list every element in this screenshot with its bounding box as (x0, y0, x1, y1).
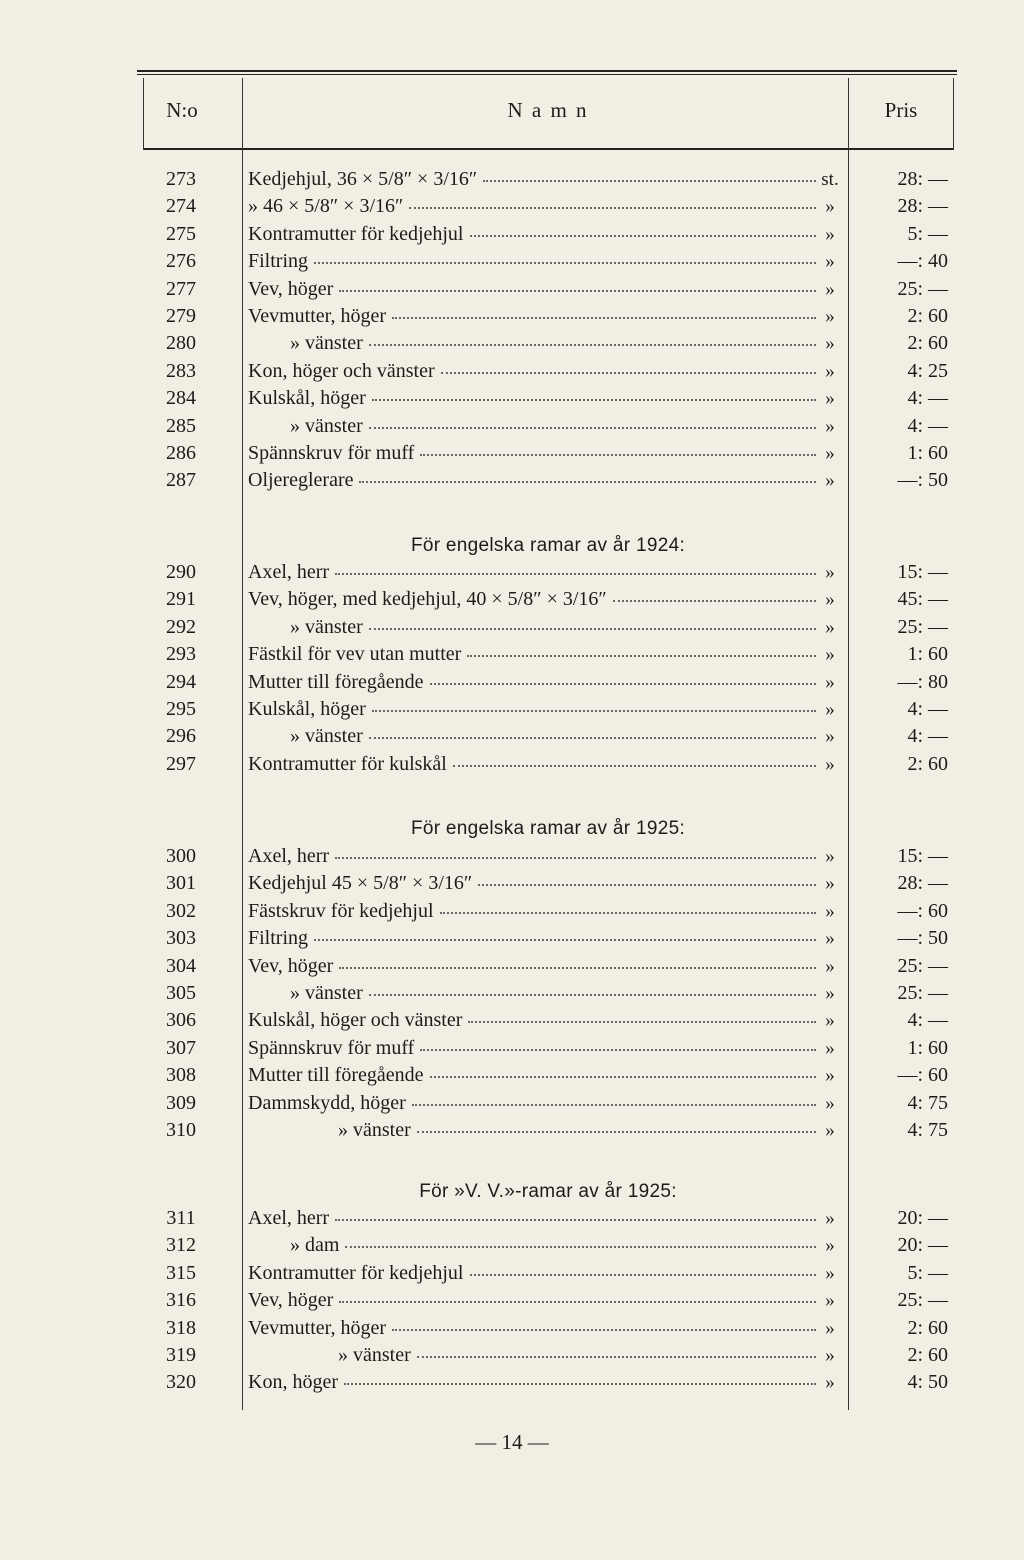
table-row (0, 248, 1024, 275)
item-number: 285 (166, 414, 196, 437)
item-unit: » (825, 470, 835, 492)
leader-dots (369, 427, 816, 429)
item-name (248, 1342, 816, 1369)
item-unit: » (825, 388, 835, 410)
item-number: 304 (166, 954, 196, 977)
leader-dots (372, 710, 816, 712)
item-name (248, 440, 816, 467)
item-unit: » (825, 1262, 835, 1284)
item-name-text: Mutter till föregående (248, 1064, 424, 1087)
table-row (0, 1287, 1024, 1314)
item-price: 2: 60 (907, 1344, 948, 1366)
table-row (0, 980, 1024, 1007)
item-price: 20: — (897, 1234, 948, 1257)
table-row (0, 614, 1024, 641)
table-row (0, 1205, 1024, 1232)
item-name (248, 1287, 816, 1314)
item-price: 28: — (897, 872, 948, 895)
item-unit: » (825, 223, 835, 245)
item-name-text: Kon, höger och vänster (248, 359, 435, 382)
item-unit: » (825, 589, 835, 611)
item-name-text: Kulskål, höger (248, 387, 366, 410)
item-name-text: Axel, herr (248, 845, 330, 867)
item-number: 300 (166, 845, 196, 867)
leader-dots (339, 967, 816, 969)
table-row (0, 330, 1024, 357)
item-name (248, 193, 816, 220)
item-price: 2: 60 (907, 1316, 948, 1339)
item-price: 4: — (907, 1009, 948, 1032)
item-name-text: Kontramutter för kedjehjul (248, 1261, 464, 1284)
item-name-text: » vänster (290, 725, 363, 748)
item-number: 315 (166, 1261, 196, 1284)
item-name-text: Vev, höger (248, 277, 334, 300)
item-number: 316 (166, 1289, 196, 1312)
header-rule (143, 148, 953, 150)
item-price: 4: — (907, 387, 948, 410)
page-number: — 14 — (475, 1430, 549, 1454)
table-row (0, 925, 1024, 952)
top-rule-thin (137, 74, 957, 75)
item-unit: » (825, 753, 835, 775)
item-price: 2: 60 (907, 305, 948, 327)
leader-dots (369, 344, 816, 346)
item-price: 25: — (897, 982, 948, 1004)
leader-dots (359, 481, 816, 483)
item-name (248, 1062, 816, 1089)
item-name-text: » vänster (338, 1344, 411, 1366)
table-row (0, 467, 1024, 494)
leader-dots (478, 884, 816, 886)
item-unit: » (825, 1290, 835, 1312)
item-name (248, 1260, 816, 1287)
item-price: 25: — (897, 954, 948, 977)
leader-dots (392, 1329, 816, 1331)
item-unit: » (825, 1372, 835, 1394)
item-price: —: 80 (897, 670, 948, 693)
item-unit: st. (821, 169, 839, 190)
item-number: 318 (166, 1316, 196, 1339)
item-price: —: 60 (897, 899, 948, 922)
table-row (0, 696, 1024, 723)
header-name: N a m n (507, 98, 589, 122)
table-row (0, 413, 1024, 440)
item-price: 2: 60 (907, 752, 948, 775)
item-name-text: Mutter till föregående (248, 670, 424, 693)
item-name-text: » vänster (290, 332, 363, 355)
leader-dots (470, 1274, 817, 1276)
item-name-text: Kulskål, höger (248, 698, 366, 720)
item-name (248, 898, 816, 925)
item-name (248, 1315, 816, 1342)
item-number: 276 (166, 250, 196, 273)
item-name (248, 221, 816, 248)
item-name (248, 641, 816, 668)
item-name (248, 467, 816, 494)
item-unit: » (825, 1235, 835, 1257)
leader-dots (344, 1383, 816, 1385)
item-unit: » (825, 1345, 835, 1366)
item-unit: » (825, 1092, 835, 1114)
item-number: 290 (166, 561, 196, 583)
item-price: —: 40 (897, 250, 948, 273)
column-divider (143, 78, 144, 150)
item-name (248, 586, 816, 613)
item-price: —: 50 (897, 469, 948, 492)
item-name-text: » 46 × 5/8″ × 3/16″ (248, 195, 404, 218)
leader-dots (372, 399, 816, 401)
item-price: 4: 25 (907, 359, 948, 382)
item-number: 308 (166, 1064, 196, 1087)
item-price: 5: — (907, 1261, 948, 1284)
item-name-text: » vänster (290, 982, 363, 1004)
table-row (0, 751, 1024, 778)
item-unit: » (825, 983, 835, 1004)
item-name (248, 1205, 816, 1232)
item-price: 4: — (907, 414, 948, 437)
item-unit: » (825, 900, 835, 922)
item-price: 25: — (897, 277, 948, 300)
table-row (0, 385, 1024, 412)
item-name-text: Spännskruv för muff (248, 1036, 415, 1059)
leader-dots (409, 207, 816, 209)
item-unit: » (825, 873, 835, 895)
item-number: 279 (166, 305, 196, 327)
item-name-text: Fästskruv för kedjehjul (248, 899, 434, 922)
item-number: 302 (166, 899, 196, 922)
leader-dots (335, 573, 816, 575)
item-number: 275 (166, 222, 196, 245)
table-row (0, 221, 1024, 248)
item-price: 4: — (907, 698, 948, 720)
leader-dots (613, 600, 816, 602)
item-name (248, 669, 816, 696)
item-number: 277 (166, 277, 196, 300)
table-row (0, 1232, 1024, 1259)
item-name (248, 166, 816, 193)
item-unit: » (825, 306, 835, 327)
item-unit: » (825, 415, 835, 437)
item-name (248, 1117, 816, 1144)
column-divider (953, 78, 954, 150)
leader-dots (335, 857, 816, 859)
item-unit: » (825, 726, 835, 748)
item-name (248, 614, 816, 641)
item-number: 319 (166, 1344, 196, 1366)
leader-dots (453, 765, 816, 767)
leader-dots (345, 1246, 816, 1248)
item-name (248, 870, 816, 897)
item-name (248, 953, 816, 980)
table-row (0, 193, 1024, 220)
item-number: 293 (166, 643, 196, 666)
leader-dots (369, 628, 816, 630)
item-unit: » (825, 1065, 835, 1087)
item-number: 305 (166, 982, 196, 1004)
table-row (0, 559, 1024, 586)
table-row (0, 1315, 1024, 1342)
item-name-text: Oljereglerare (248, 469, 354, 492)
section-heading-1925: För engelska ramar av år 1925: (410, 818, 686, 839)
item-name-text: Kontramutter för kedjehjul (248, 222, 464, 245)
leader-dots (420, 1049, 816, 1051)
leader-dots (339, 290, 816, 292)
item-price: —: 60 (897, 1064, 948, 1087)
item-name-text: Vevmutter, höger (248, 1316, 387, 1339)
item-unit: » (825, 251, 835, 273)
item-name-text: Axel, herr (248, 1207, 330, 1229)
item-name-text: Kon, höger (248, 1371, 338, 1394)
item-number: 311 (166, 1207, 196, 1229)
item-name-text: » vänster (338, 1119, 411, 1141)
item-name (248, 1007, 816, 1034)
item-name-text: Filtring (248, 927, 309, 950)
item-price: 25: — (897, 615, 948, 638)
table-row (0, 586, 1024, 613)
item-number: 306 (166, 1009, 196, 1032)
item-name (248, 1232, 816, 1259)
item-price: 15: — (897, 561, 948, 583)
table-row (0, 1117, 1024, 1144)
item-number: 292 (166, 615, 196, 638)
item-name-text: » dam (290, 1234, 340, 1257)
table-row (0, 1062, 1024, 1089)
table-row (0, 723, 1024, 750)
item-price: 28: — (897, 195, 948, 218)
table-row (0, 358, 1024, 385)
item-price: 15: — (897, 845, 948, 867)
section-heading-vv-1925: För »V. V.»-ramar av år 1925: (419, 1181, 677, 1202)
item-number: 291 (166, 588, 196, 611)
leader-dots (417, 1131, 816, 1133)
item-unit: » (825, 1120, 835, 1141)
item-number: 307 (166, 1036, 196, 1059)
leader-dots (392, 317, 816, 319)
table-row (0, 1007, 1024, 1034)
item-name-text: Kulskål, höger och vänster (248, 1009, 463, 1032)
item-unit: » (825, 1317, 835, 1339)
item-name-text: Vev, höger (248, 1289, 334, 1312)
table-row (0, 1342, 1024, 1369)
table-row (0, 1260, 1024, 1287)
item-number: 274 (166, 195, 196, 218)
item-number: 286 (166, 442, 196, 464)
item-unit: » (825, 928, 835, 950)
item-number: 301 (166, 872, 196, 895)
table-row (0, 898, 1024, 925)
item-price: 1: 60 (907, 643, 948, 666)
item-unit: » (825, 1037, 835, 1059)
item-unit: » (825, 671, 835, 693)
item-price: 4: — (907, 725, 948, 748)
item-name (248, 751, 816, 778)
item-number: 283 (166, 359, 196, 382)
item-number: 303 (166, 927, 196, 950)
item-name (248, 276, 816, 303)
leader-dots (470, 235, 817, 237)
item-name (248, 1090, 816, 1117)
table-row (0, 440, 1024, 467)
item-name (248, 980, 816, 1007)
item-price: 25: — (897, 1289, 948, 1312)
item-price: 45: — (897, 588, 948, 611)
table-row (0, 1369, 1024, 1396)
header-number: N:o (166, 98, 198, 122)
item-name (248, 696, 816, 723)
leader-dots (412, 1104, 816, 1106)
item-unit: » (825, 955, 835, 977)
item-number: 294 (166, 670, 196, 693)
item-price: 2: 60 (907, 332, 948, 355)
item-number: 273 (166, 168, 196, 190)
item-name-text: Vev, höger, med kedjehjul, 40 × 5/8″ × 3/16″ (248, 588, 607, 611)
header-price: Pris (884, 98, 918, 122)
leader-dots (468, 1021, 816, 1023)
leader-dots (430, 1076, 817, 1078)
top-rule (137, 70, 957, 72)
item-name (248, 723, 816, 750)
item-unit: » (825, 196, 835, 218)
leader-dots (314, 939, 816, 941)
item-unit: » (825, 644, 835, 666)
leader-dots (430, 683, 817, 685)
item-name-text: Axel, herr (248, 561, 330, 583)
item-number: 280 (166, 332, 196, 355)
item-name (248, 925, 816, 952)
item-name (248, 303, 816, 330)
item-price: 5: — (907, 222, 948, 245)
section-heading-1924: För engelska ramar av år 1924: (410, 535, 686, 556)
leader-dots (483, 180, 816, 182)
item-name-text: Spännskruv för muff (248, 442, 415, 464)
item-name-text: Vev, höger (248, 954, 334, 977)
item-price: 4: 50 (907, 1371, 948, 1394)
item-price: 1: 60 (907, 1036, 948, 1059)
item-unit: » (825, 1010, 835, 1032)
item-name-text: Vevmutter, höger (248, 305, 387, 327)
item-name (248, 413, 816, 440)
item-number: 310 (166, 1119, 196, 1141)
item-name (248, 1035, 816, 1062)
item-name (248, 559, 816, 586)
item-unit: » (825, 333, 835, 355)
item-price: 20: — (897, 1207, 948, 1229)
table-row (0, 276, 1024, 303)
item-number: 320 (166, 1371, 196, 1394)
item-number: 297 (166, 752, 196, 775)
leader-dots (441, 372, 816, 374)
item-price: 4: 75 (907, 1119, 948, 1141)
item-price: 28: — (897, 168, 948, 190)
table-row (0, 953, 1024, 980)
item-price: —: 50 (897, 927, 948, 950)
item-price: 1: 60 (907, 442, 948, 464)
item-number: 295 (166, 698, 196, 720)
leader-dots (369, 737, 816, 739)
item-unit: » (825, 846, 835, 867)
leader-dots (440, 912, 816, 914)
table-row (0, 843, 1024, 870)
item-name-text: Filtring (248, 250, 309, 273)
item-number: 309 (166, 1091, 196, 1114)
item-name-text: » vänster (290, 615, 363, 638)
item-name-text: Kontramutter för kulskål (248, 752, 447, 775)
item-number: 287 (166, 469, 196, 492)
item-name (248, 358, 816, 385)
item-number: 312 (166, 1234, 196, 1257)
item-price: 4: 75 (907, 1091, 948, 1114)
item-number: 296 (166, 725, 196, 748)
item-unit: » (825, 1208, 835, 1229)
leader-dots (314, 262, 816, 264)
item-name-text: Fästkil för vev utan mutter (248, 643, 462, 666)
table-row (0, 870, 1024, 897)
item-name-text: Kedjehjul, 36 × 5/8″ × 3/16″ (248, 168, 478, 190)
item-name-text: Kedjehjul 45 × 5/8″ × 3/16″ (248, 872, 473, 895)
item-name (248, 248, 816, 275)
item-name-text: » vänster (290, 414, 363, 437)
item-unit: » (825, 443, 835, 464)
item-name (248, 330, 816, 357)
item-unit: » (825, 278, 835, 300)
leader-dots (417, 1356, 816, 1358)
item-number: 284 (166, 387, 196, 410)
leader-dots (335, 1219, 816, 1221)
table-row (0, 1090, 1024, 1117)
item-name (248, 1369, 816, 1396)
table-row (0, 303, 1024, 330)
item-unit: » (825, 360, 835, 382)
table-row (0, 166, 1024, 193)
leader-dots (369, 994, 816, 996)
leader-dots (467, 655, 816, 657)
item-name (248, 385, 816, 412)
table-row (0, 669, 1024, 696)
item-unit: » (825, 699, 835, 720)
item-unit: » (825, 616, 835, 638)
table-row (0, 641, 1024, 668)
table-row (0, 1035, 1024, 1062)
leader-dots (339, 1301, 816, 1303)
item-name (248, 843, 816, 870)
item-name-text: Dammskydd, höger (248, 1091, 406, 1114)
leader-dots (420, 454, 816, 456)
item-unit: » (825, 562, 835, 583)
